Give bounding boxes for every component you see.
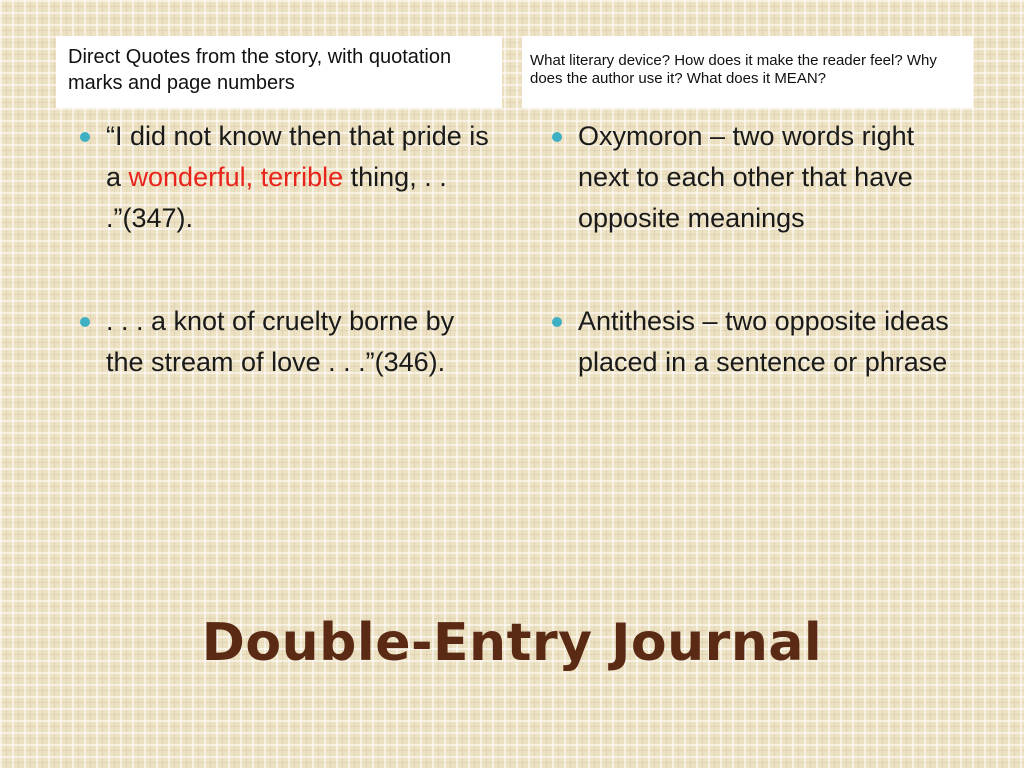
header-device-text: What literary device? How does it make the reader feel? Why does the author use it? What does it MEAN? [530, 52, 937, 87]
quote-highlight: wonderful, terrible [128, 162, 344, 192]
spacer [76, 239, 496, 301]
quote-text-end: thing, . . .”(347). [106, 162, 447, 233]
slide-title: Double-Entry Journal [201, 613, 823, 673]
header-quotes-text: Direct Quotes from the story, with quotation marks and page numbers [68, 46, 452, 94]
quote-text-start: “I did not know then that pride is a [106, 121, 489, 192]
spacer [548, 239, 968, 301]
quote-text: . . . a knot of cruelty borne by the stream of love . . .”(346). [106, 306, 455, 377]
header-quotes-box [56, 36, 502, 108]
header-device-box [522, 36, 973, 108]
quotes-column [76, 116, 496, 383]
quote-item [76, 116, 496, 239]
device-item [548, 116, 968, 239]
quote-item [76, 301, 496, 383]
device-text: Antithesis – two opposite ideas placed in a sentence or phrase [578, 306, 949, 377]
bullet-icon [80, 317, 90, 327]
bullet-icon [80, 132, 90, 142]
device-item [548, 301, 968, 383]
devices-list [548, 116, 968, 383]
bullet-icon [552, 132, 562, 142]
bullet-icon [552, 317, 562, 327]
quotes-list [76, 116, 496, 383]
device-text: Oxymoron – two words right next to each other that have opposite meanings [578, 121, 915, 233]
devices-column [548, 116, 968, 383]
